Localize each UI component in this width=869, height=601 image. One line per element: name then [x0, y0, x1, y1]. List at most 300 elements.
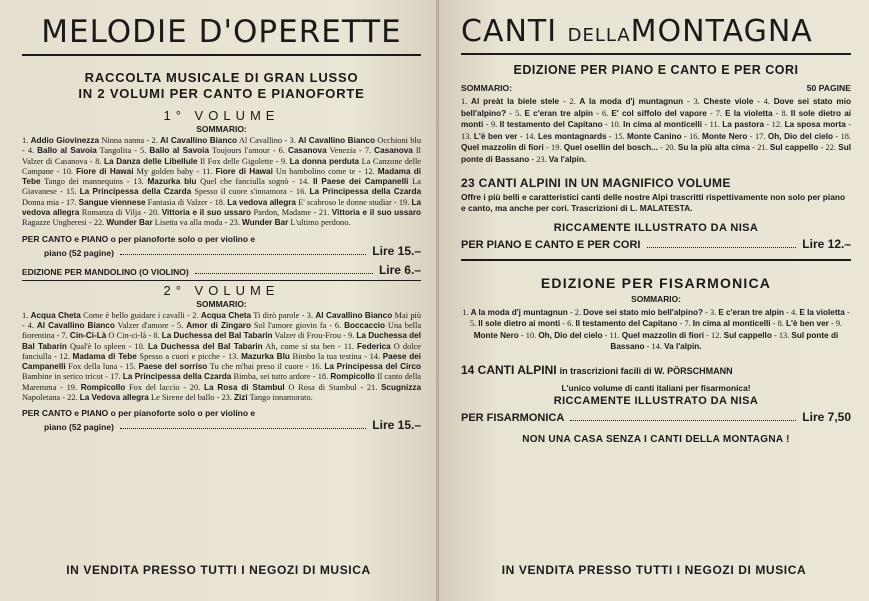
fisa-entry-number: 12. [711, 330, 724, 340]
fisarmonica-price-row [461, 410, 851, 424]
separator-rule [22, 280, 421, 281]
canti-song-title: Sul ponte di Bassano [461, 143, 852, 164]
left-title: MELODIE D'OPERETTE [41, 14, 402, 50]
fisarmonica-price-label: PER FISARMONICA [461, 411, 565, 424]
canti-contents: 1. Al preàt la biele stele - 2. A la moda d'j muntagnun - 3. Cheste viole - 4. Dove sei stato mio bell'alpino? - 5. E c'eran tre alpin - 6. E' col siffolo del vapore - 7. E la violetta - 8. Il sole dietro ai monti - 9. Il testamento del Capitano - 10. In cima al monticelli - 11. La pastora - 12. La sposa morta - 13. L'è ben ver - 14. Les montagnards - 15. Monte Canino - 16. Monte Nero - 17. Oh, Dio del cielo - 18. Quel mazzolin di fiori - 19. Quel osellin del bosch... - 20. Su la più alta cima - 21. Sul cappello - 22. Sul ponte di Bassano - 23. Va l'alpin. [461, 97, 852, 164]
vol2-entry-number: 5. [177, 320, 187, 330]
fisa-entry [791, 308, 845, 317]
volume-1-pages: piano (52 pagine) [44, 247, 114, 258]
piano-price: Lire 12.– [802, 236, 851, 251]
vol2-entry-number: 16. [311, 362, 325, 372]
vol2-song-title: Tu che m'hai preso il cuore [207, 362, 304, 372]
fisa-song-title: Quel mazzolin di fiori [621, 330, 705, 340]
vol1-entry [149, 208, 311, 217]
canti-entry [515, 109, 593, 118]
fisa-entry-number: 7. [684, 319, 693, 329]
canti-entry-number: 11. [709, 120, 723, 130]
vol2-entry [62, 331, 147, 340]
fisa-song-title: Monte Nero [473, 330, 519, 340]
vol1-operetta-title: La vedova allegra [22, 197, 421, 218]
vol2-entry-number: 20. [189, 382, 204, 392]
canti-song-title: Su la più alta cima [677, 143, 750, 153]
vol1-song-title: Toujours l'amour [209, 146, 270, 156]
vol2-entry-number: 6. [334, 320, 345, 330]
separator-rule [461, 259, 851, 261]
vol2-entry-number: 12. [59, 351, 73, 361]
volume-2-price-label: PER CANTO e PIANO o per pianoforte solo o per violino e [22, 408, 256, 419]
vol2-entry [192, 311, 299, 320]
vol1-operetta-title: La vedova allegra [227, 197, 296, 207]
vol2-operetta-title: Mazurka Blu [241, 351, 290, 361]
vol1-entry [202, 167, 355, 176]
vol2-entry-number: 19. [66, 382, 81, 392]
vol2-operetta-title: Al Cavallino Bianco [36, 320, 115, 330]
canti-song-title: Al preàt la biele stele [471, 97, 560, 106]
fisa-entry-number: 1. [462, 307, 471, 317]
vol2-entry-number: 2. [192, 310, 201, 320]
vol1-entry [63, 167, 194, 176]
fisa-song-title: E c'eran tre alpin [718, 307, 784, 317]
vol2-entry-number: 7. [61, 331, 70, 341]
vol1-operetta-title: Fiore di Hawai [76, 166, 134, 176]
canti-song-title: E la violetta [725, 108, 773, 118]
vol1-operetta-title: Sangue viennese [78, 197, 146, 207]
vol1-entry [229, 218, 350, 227]
vol1-entry [28, 146, 131, 155]
vol2-song-title: Fox della luna [65, 362, 118, 372]
right-title [461, 14, 851, 49]
volume-2-price: Lire 15.– [372, 418, 421, 433]
alpini-line [461, 363, 851, 377]
vol2-song-title: Spesso a cuori e picche [136, 351, 220, 361]
canti-entry [461, 132, 517, 141]
vol2-operetta-title: Zizì [234, 393, 248, 403]
vol1-operetta-title: Vittoria e il suo ussaro [161, 208, 251, 218]
canti-song-title: In cima al monticelli [623, 120, 702, 130]
canti-entry-number: 14. [525, 131, 538, 141]
fisa-song-title: Dove sei stato mio bell'alpino? [583, 307, 703, 317]
canti-entry-number: 8. [781, 108, 791, 118]
vol1-operetta-title: Al Cavallino Bianco [298, 136, 375, 145]
vol2-entry-number: 23. [221, 393, 235, 403]
vol1-entry [140, 146, 270, 155]
vol1-song-title: Tangolita [96, 146, 132, 156]
vol1-entry-number: 8. [95, 156, 104, 166]
canti-song-title: La pastora [722, 120, 764, 130]
vol1-entry-number: 10. [62, 166, 77, 176]
vol2-song-title: Ti dirò parole [251, 310, 300, 320]
canti-song-title: Cheste viole [703, 97, 754, 106]
vol2-song-title: Le Sirene del ballo [148, 393, 215, 403]
vol2-entry-number: 3. [306, 310, 316, 320]
vol1-song-title: Venezia [326, 146, 357, 156]
canti-entry-number: 4. [763, 97, 774, 106]
vol2-entry [110, 372, 310, 381]
left-footer: IN VENDITA PRESSO TUTTI I NEGOZI DI MUSICA [66, 563, 371, 577]
vol2-operetta-title: La Rosa di Stambul [203, 382, 285, 392]
vol1-song-title: La Canzone delle Campane [22, 156, 421, 176]
vol1-entry [279, 146, 356, 155]
mandolino-label: EDIZIONE PER MANDOLINO (O VIOLINO) [22, 266, 189, 277]
vol1-entry [22, 136, 144, 145]
canti-song-title: Monte Nero [702, 131, 748, 141]
canti-song-title: E c'eran tre alpin [524, 108, 594, 118]
canti-entry [757, 143, 818, 152]
vol1-song-title: Tango dei mannequins [40, 177, 124, 187]
vol2-entry [67, 393, 214, 402]
vol1-entry-number: 3. [289, 136, 299, 145]
fisa-song-title: E la violetta [799, 307, 845, 317]
vol1-song-title: Al Cavallino [237, 136, 283, 145]
fisarmonica-sommario: SOMMARIO: [631, 293, 681, 304]
vol1-operetta-title: Vittoria e il suo ussaro [331, 208, 422, 218]
vol2-entry-number: 10. [134, 341, 148, 351]
vol2-operetta-title: La Duchessa del Bal Tabarin [161, 331, 273, 341]
canti-entry [665, 143, 750, 152]
vol1-entry-number: 4. [27, 146, 38, 156]
vol1-operetta-title: Mazurka blu [147, 177, 197, 187]
vol1-entry [290, 136, 422, 145]
vol2-entry-number: 21. [366, 382, 381, 392]
vol1-song-title: Un bambolino come te [272, 166, 356, 176]
vol1-entry [133, 177, 288, 186]
vol1-operetta-title: Addio Giovinezza [30, 136, 100, 145]
vol2-operetta-title: La Duchessa del Bal Tabarin [22, 331, 422, 351]
vol2-song-title: Come è bello guidare i cavalli [80, 310, 185, 320]
canti-entry [689, 132, 747, 141]
vol2-entry-number: 18. [317, 372, 331, 382]
vol1-entry [95, 157, 273, 166]
canti-song-title: L'è ben ver [473, 131, 518, 141]
vol1-operetta-title: Wunder Bar [106, 218, 153, 228]
fisa-entry [609, 331, 704, 340]
vol1-operetta-title: Wunder Bar [242, 218, 289, 228]
vol1-song-title: Quel che fanciulla sognò [196, 177, 289, 187]
vol1-song-title: Il Fox delle Gigolette [197, 156, 274, 166]
canti-song-title: Oh, Dio del cielo [767, 131, 833, 141]
fisa-entry-number: 14. [651, 342, 665, 352]
volume-1-sommario: SOMMARIO: [196, 124, 247, 134]
vol2-operetta-title: Rompicollo [330, 372, 375, 382]
volumes-subtitle: IN 2 VOLUMI PER CANTO E PIANOFORTE [78, 86, 365, 101]
vol2-entry-number: 4. [27, 320, 37, 330]
fisa-entry [462, 308, 568, 317]
canti-entry-number: 3. [693, 97, 704, 106]
dot-leader [570, 420, 796, 421]
vol1-song-title: L'ultimo perdono. [288, 218, 351, 228]
fisa-entry-number: 6. [567, 319, 576, 329]
vol2-entry-number: 9. [348, 331, 357, 341]
vol2-song-title: O Cin-ci-là [106, 331, 147, 341]
canti-song-title: Quel mazzolin di fiori [461, 143, 544, 153]
vol1-entry-number: 11. [202, 166, 216, 176]
canti-entry [536, 155, 586, 164]
canti-entry-number: 21. [757, 143, 770, 153]
fisa-entry-number: 4. [790, 307, 800, 317]
vol2-song-title: Tango innamorato. [247, 393, 313, 403]
fisa-entry-number: 2. [574, 307, 584, 317]
canti-entry [602, 109, 707, 118]
fisa-song-title: Va l'alpin. [664, 342, 702, 352]
canti-entry [610, 120, 702, 129]
mandolino-price-row [22, 263, 421, 277]
title-rule [461, 53, 851, 55]
volume-2-pages: piano (52 pagine) [44, 422, 114, 433]
vol1-song-title: Lisetta va alla moda [152, 218, 223, 228]
dot-leader [120, 254, 366, 255]
canti-song-title: Il sole dietro ai monti [461, 108, 852, 130]
vol2-entry-number: 11. [343, 341, 358, 351]
vol2-operetta-title: Acqua Cheta [30, 310, 81, 320]
collection-subtitle: RACCOLTA MUSICALE DI GRAN LUSSO [84, 70, 359, 85]
canti-entry-number: 16. [689, 131, 702, 141]
vol1-operetta-title: Al Cavallino Bianco [160, 136, 238, 145]
vol2-song-title: Mai più [392, 310, 422, 320]
vol2-entry-number: 17. [110, 372, 123, 382]
vol1-operetta-title: Il Paese dei Campanelli [312, 177, 409, 187]
vol2-song-title: Valzer d'amore [114, 320, 169, 330]
vol1-entry-number: 5. [140, 146, 150, 156]
canti-entry-number: 1. [461, 97, 472, 106]
vol2-song-title: Napoletana [22, 393, 61, 403]
fisa-entry-number: 13. [778, 330, 792, 340]
vol1-operetta-title: Ballo al Savoia [37, 146, 97, 156]
vol1-song-title: Spesso il cuore s'innamora [191, 187, 287, 197]
canti-entry [525, 132, 606, 141]
canti-entry-number: 15. [614, 131, 628, 141]
vol1-song-title: Il Valzer di Casanova [22, 146, 422, 166]
vol2-entry-number: 13. [227, 351, 242, 361]
magnifico-volume-heading: 23 CANTI ALPINI IN UN MAGNIFICO VOLUME [461, 175, 731, 190]
dot-leader [120, 428, 366, 429]
fisa-entry [684, 319, 770, 328]
vol1-entry [66, 187, 287, 196]
vol2-operetta-title: Cin-Ci-Là [69, 331, 107, 341]
vol1-entry-number: 7. [364, 146, 375, 156]
vol2-song-title: Fox del laccio [125, 382, 180, 392]
fisa-song-title: Sul ponte di Bassano [610, 330, 839, 352]
fisa-entry [567, 319, 677, 328]
vol1-song-title: Romanza di Vilja [79, 208, 141, 218]
fisa-entry [575, 308, 703, 317]
vol2-song-title: Valzer di Frou-Frou [272, 331, 342, 341]
vol1-entry-number: 9. [280, 156, 290, 166]
vol1-entry-number: 18. [214, 197, 228, 207]
vol1-entry-number: 23. [229, 218, 242, 228]
canti-song-title: E' col siffolo del vapore [611, 108, 707, 118]
canti-entry [755, 132, 833, 141]
fisa-song-title: Sul cappello [723, 330, 772, 340]
volume-2-price-row [22, 408, 421, 418]
vol1-song-title: La Giavanese [22, 177, 421, 197]
vol2-entry [221, 393, 312, 402]
vol1-entry-number: 6. [278, 146, 288, 156]
volume-2-heading: 2° VOLUME [163, 282, 280, 298]
canti-entry [716, 109, 773, 118]
volume-1-price-label: PER CANTO e PIANO o per pianoforte solo o per violino e [22, 233, 256, 244]
dot-leader [195, 273, 373, 274]
piano-edition-heading: EDIZIONE PER PIANO E CANTO E PER CORI [513, 63, 799, 77]
sommario-row [461, 83, 851, 93]
volume-2-contents: 1. Acqua Cheta Come è bello guidare i cavalli - 2. Acqua Cheta Ti dirò parole - 3. Al Cavallino Bianco Mai più - 4. Al Cavallino Bianco Valzer d'amore - 5. Amor di Zingaro Sol l'amore giovin fa - 6. Boccaccio Una bella fiorentina - 7. Cin-Ci-Là O Cin-ci-là - 8. La Duchessa del Bal Tabarin Valzer di Frou-Frou - 9. La Duchessa del Bal Tabarin Qual'è lo spleen - 10. La Duchessa del Bal Tabarin Ah, come si sta ben - 11. Federica O dolce fanciulla - 12. Madama di Tebe Spesso a cuori e picche - 13. Mazurka Blu Bimbo la tua testina - 14. Paese dei Campanelli Fox della luna - 15. Paese del sorriso Tu che m'hai preso il cuore - 16. La Principessa del Circo Bambine in serico tricot - 17. La Principessa della Czarda Bimba, sei tutto ardore - 18. Rompicollo Il canto della Maremma - 19. Rompicollo Fox del laccio - 20. La Rosa di Stambul O Rosa di Stambul - 21. Scugnizza Napoletana - 22. La Vedova allegra Le Sirene del ballo - 23. Zizì Tango innamorato. [22, 310, 422, 403]
vol2-song-title: Sol l'amore giovin fa [251, 320, 327, 330]
vol1-entry-number: 2. [151, 136, 161, 145]
canti-song-title: La sposa morta [784, 120, 846, 130]
volume-1-contents: 1. Addio Giovinezza Ninna nanna - 2. Al Cavallino Bianco Al Cavallino - 3. Al Cavallino Bianco Occhioni blu - 4. Ballo al Savoia Tangolita - 5. Ballo al Savoia Toujours l'amour - 6. Casanova Venezia - 7. Casanova Il Valzer di Casanova - 8. La Danza delle Libellule Il Fox delle Gigolette - 9. La donna perduta La Canzone delle Campane - 10. Fiore di Hawai My golden baby - 11. Fiore di Hawai Un bambolino come te - 12. Madama di Tebe Tango dei mannequins - 13. Mazurka blu Quel che fanciulla sognò - 14. Il Paese dei Campanelli La Giavanese - 15. La Principessa della Czarda Spesso il cuore s'innamora - 16. La Principessa della Czarda Donna mia - 17. Sangue viennese Fantasia di Valzer - 18. La vedova allegra E' scabroso le donne studiar - 19. La vedova allegra Romanza di Vilja - 20. Vittoria e il suo ussaro Pardon, Madame - 21. Vittoria e il suo ussaro Ragazze Ungheresi - 22. Wunder Bar Lisetta va alla moda - 23. Wunder Bar L'ultimo perdono. [22, 136, 422, 228]
canti-entry [710, 120, 764, 129]
vol2-song-title: Ah, come si sta ben [262, 341, 335, 351]
canti-entry [569, 97, 683, 106]
title-word-della: DELLA [567, 25, 631, 46]
canti-entry [614, 132, 681, 141]
canti-song-title: Quel osellin del bosch... [563, 143, 658, 153]
vol1-entry [215, 198, 392, 207]
volume-1-price-row-2 [22, 244, 421, 258]
vol2-entry [28, 321, 169, 330]
vol1-operetta-title: Fiore di Hawai [215, 166, 273, 176]
vol1-song-title: Pardon, Madame [250, 208, 312, 218]
vol1-operetta-title: Casanova [374, 146, 413, 156]
fisa-entry-number: 3. [709, 307, 719, 317]
fisa-entry [652, 342, 702, 351]
fisa-entry-number: 11. [609, 330, 622, 340]
vol2-entry [59, 352, 219, 361]
canti-entry [551, 143, 658, 152]
canti-entry-number: 13. [461, 131, 474, 141]
vol1-song-title: Occhioni blu [374, 136, 422, 145]
vol2-song-title: O Rosa di Stambul [284, 382, 357, 392]
vol1-entry-number: 12. [364, 166, 378, 176]
vol2-operetta-title: Al Cavallino Bianco [315, 310, 393, 320]
volume-description: Offre i più belli e caratteristici canti delle nostre Alpi trascritti rispettivamente non solo per piano e canto, ma anche per cori. Trascrizioni di L. MALATESTA. [461, 191, 846, 213]
canti-entry-number: 6. [601, 108, 612, 118]
fisa-song-title: Il sole dietro ai monti [478, 319, 561, 329]
vol2-entry [67, 383, 180, 392]
vol2-entry [177, 321, 326, 330]
vol2-operetta-title: Paese dei Campanelli [22, 351, 422, 372]
vol2-song-title: Bimbo la tua testina [289, 351, 362, 361]
vol1-entry-number: 1. [22, 136, 31, 145]
alpini-lead: 14 CANTI ALPINI [461, 362, 557, 377]
fisa-song-title: Oh, Dio del cielo [538, 330, 603, 340]
canti-entry-number: 20. [665, 143, 678, 153]
vol2-entry [125, 362, 303, 371]
vol2-operetta-title: Paese del sorriso [138, 362, 208, 372]
fisa-song-title: Il testamento del Capitano [575, 319, 678, 329]
fisarmonica-contents: 1. A la moda d'j muntagnun - 2. Dove sei stato mio bell'alpino? - 3. E c'eran tre alpin - 4. E la violetta - 5. Il sole dietro ai monti - 6. Il testamento del Capitano - 7. In cima al monticelli - 8. L'è ben ver - 9. Monte Nero - 10. Oh, Dio del cielo - 11. Quel mazzolin di fiori - 12. Sul cappello - 13. Sul ponte di Bassano - 14. Va l'alpin. [462, 307, 850, 352]
vol2-entry [134, 342, 335, 351]
vol2-entry-number: 1. [22, 310, 31, 320]
fisa-entry-number: 5. [469, 319, 479, 329]
canti-entry-number: 19. [551, 143, 564, 153]
vol2-operetta-title: Amor di Zingaro [186, 320, 251, 330]
title-word-montagna: MONTAGNA [630, 14, 813, 49]
volume-2-price-row-2 [22, 418, 421, 432]
vol2-entry-number: 8. [153, 331, 162, 341]
vol1-entry-number: 20. [148, 208, 162, 218]
vol2-operetta-title: Rompicollo [80, 382, 126, 392]
vol2-operetta-title: La Duchessa del Bal Tabarin [147, 341, 263, 351]
title-word-canti: CANTI [461, 14, 558, 49]
volume-1-heading: 1° VOLUME [163, 108, 280, 123]
canti-entry-number: 23. [536, 154, 549, 164]
vol1-operetta-title: Casanova [287, 146, 327, 156]
canti-song-title: Il testamento del Capitano [499, 120, 603, 130]
vol2-operetta-title: Madama di Tebe [72, 351, 137, 361]
vol2-song-title: Qual'è lo spleen [66, 341, 126, 351]
vol1-operetta-title: Ballo al Savoia [149, 146, 209, 156]
canti-entry-number: 2. [569, 97, 580, 106]
vol2-operetta-title: Federica [357, 341, 391, 351]
vol1-entry-number: 13. [133, 177, 148, 187]
fisa-song-title: In cima al monticelli [692, 319, 771, 329]
volume-1-price-row [22, 234, 421, 244]
vol2-song-title: Una bella fiorentina [22, 320, 422, 341]
fisa-song-title: L'è ben ver [785, 319, 829, 329]
vol1-entry-number: 21. [318, 208, 332, 218]
fisa-entry [470, 319, 560, 328]
unique-volume-note: L'unico volume di canti italiani per fisarmonica! [561, 382, 751, 393]
volume-2-sommario: SOMMARIO: [196, 298, 247, 309]
vol1-song-title: Ragazze Ungheresi [22, 218, 87, 228]
canti-entry [693, 97, 753, 106]
vol1-song-title: Fantasia di Valzer [145, 197, 208, 207]
right-page [439, 0, 869, 601]
canti-entry-number: 17. [754, 131, 768, 141]
canti-song-title: Va l'alpin. [548, 154, 587, 164]
canti-song-title: Dove sei stato mio bell'alpino? [461, 97, 851, 118]
vol1-entry [152, 136, 283, 145]
fisa-entry [526, 331, 603, 340]
vol1-entry [94, 218, 223, 227]
vol2-entry [190, 383, 357, 392]
vol2-entry [22, 311, 185, 320]
vol2-song-title: Il canto della Maremma [22, 372, 422, 392]
fisa-entry [710, 308, 784, 317]
vol1-entry [66, 198, 208, 207]
canti-entry-number: 10. [610, 120, 624, 130]
vol1-entry-number: 15. [66, 187, 80, 197]
fisa-entry-number: 9. [835, 319, 843, 329]
vol2-operetta-title: La Vedova allegra [79, 393, 149, 403]
vol2-operetta-title: Scugnizza [380, 382, 422, 392]
fisa-entry [711, 331, 772, 340]
vol2-entry-number: 22. [67, 393, 80, 403]
vol1-song-title: E' scabroso le donne studiar [295, 197, 392, 207]
canti-entry-number: 22. [825, 143, 839, 153]
fisarmonica-edition-heading: EDIZIONE PER FISARMONICA [540, 274, 772, 291]
canti-entry-number: 12. [771, 120, 785, 130]
vol2-entry-number: 14. [369, 351, 383, 361]
vol1-entry-number: 19. [398, 197, 412, 207]
vol1-operetta-title: Madama di Tebe [22, 166, 422, 187]
alpini-rest: in trascrizioni facili di W. PÖRSCHMANN [559, 365, 733, 376]
vol1-entry-number: 17. [66, 197, 79, 207]
vol1-entry-number: 16. [295, 187, 310, 197]
canti-entry-number: 7. [715, 108, 726, 118]
vol2-operetta-title: Boccaccio [344, 320, 386, 330]
canti-song-title: Sul cappello [769, 143, 819, 153]
vol2-operetta-title: La Principessa del Circo [324, 362, 422, 372]
vol1-operetta-title: La Principessa della Czarda [79, 187, 192, 197]
vol2-song-title: O dolce fanciulla [22, 341, 422, 361]
vol2-entry [307, 311, 421, 320]
vol1-song-title: Ninna nanna [99, 136, 145, 145]
vol1-operetta-title: La donna perduta [289, 156, 360, 166]
vol2-operetta-title: Acqua Cheta [200, 310, 252, 320]
canti-entry [461, 97, 559, 106]
vol1-operetta-title: La Principessa della Czarda [309, 187, 422, 197]
